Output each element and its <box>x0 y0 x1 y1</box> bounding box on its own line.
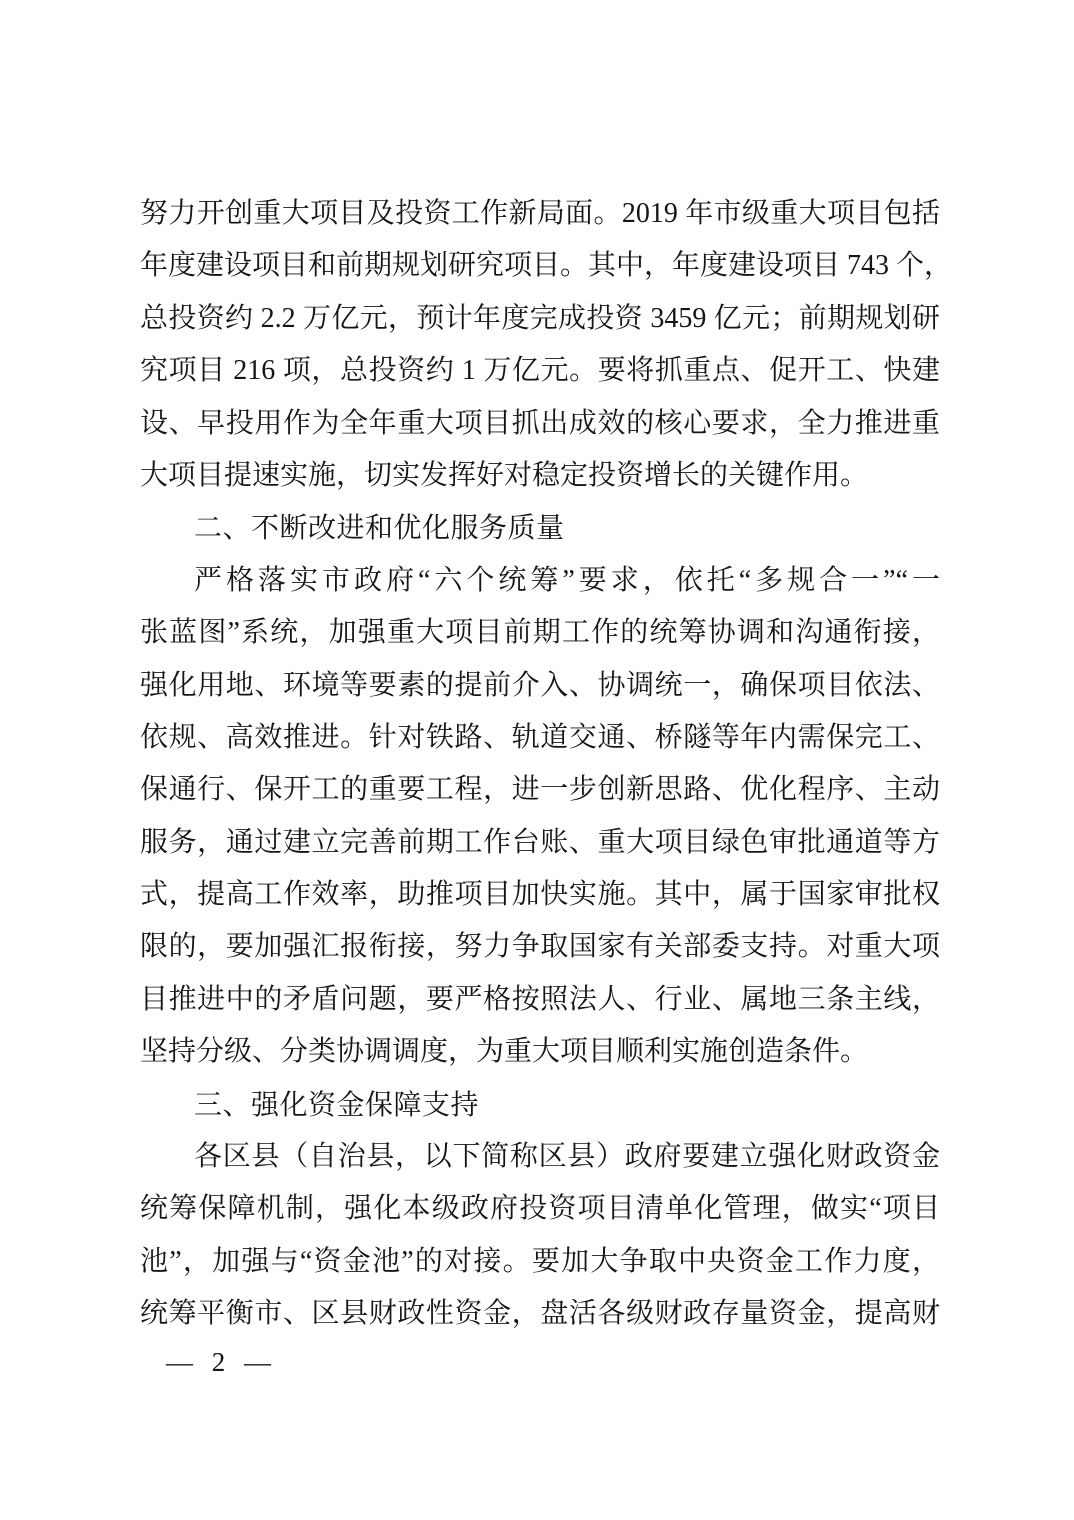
text-line: 强化用地、环境等要素的提前介入、协调统一，确保项目依法、 <box>140 669 940 701</box>
text-line: 目推进中的矛盾问题，要严格按照法人、行业、属地三条主线， <box>140 983 940 1015</box>
text-line: 式，提高工作效率，助推项目加快实施。其中，属于国家审批权 <box>140 879 940 911</box>
text-line: 严格落实市政府“六个统筹”要求，依托“多规合一”“一 <box>194 564 940 596</box>
text-line: 大项目提速实施，切实发挥好对稳定投资增长的关键作用。 <box>140 459 869 491</box>
text-line: 依规、高效推进。针对铁路、轨道交通、桥隧等年内需保完工、 <box>140 721 940 753</box>
text-line: 限的，要加强汇报衔接，努力争取国家有关部委支持。对重大项 <box>140 931 940 963</box>
text-line: 设、早投用作为全年重大项目抓出成效的核心要求，全力推进重 <box>140 407 940 439</box>
text-line: 坚持分级、分类协调调度，为重大项目顺利实施创造条件。 <box>140 1036 869 1068</box>
text-line: 统筹保障机制，强化本级政府投资项目清单化管理，做实“项目 <box>140 1193 940 1225</box>
section-heading-three: 三、强化资金保障支持 <box>194 1088 480 1120</box>
text-line: 总投资约 2.2 万亿元，预计年度完成投资 3459 亿元；前期规划研 <box>140 302 940 334</box>
section-heading-two: 二、不断改进和优化服务质量 <box>194 512 565 544</box>
text-line: 努力开创重大项目及投资工作新局面。2019 年市级重大项目包括 <box>140 198 940 229</box>
page-number: — 2 — <box>166 1347 272 1377</box>
text-line: 保通行、保开工的重要工程，进一步创新思路、优化程序、主动 <box>140 774 940 806</box>
text-line: 究项目 216 项，总投资约 1 万亿元。要将抓重点、促开工、快建 <box>140 355 940 387</box>
document-body <box>140 188 953 1341</box>
text-line: 各区县（自治县，以下简称区县）政府要建立强化财政资金 <box>194 1141 940 1173</box>
text-line: 年度建设项目和前期规划研究项目。其中，年度建设项目 743 个， <box>140 250 953 282</box>
text-line: 池”，加强与“资金池”的对接。要加大争取中央资金工作力度， <box>140 1245 940 1277</box>
text-line: 张蓝图”系统，加强重大项目前期工作的统筹协调和沟通衔接， <box>140 617 940 649</box>
text-line: 服务，通过建立完善前期工作台账、重大项目绿色审批通道等方 <box>140 826 940 858</box>
text-line: 统筹平衡市、区县财政性资金，盘活各级财政存量资金，提高财 <box>140 1298 940 1330</box>
